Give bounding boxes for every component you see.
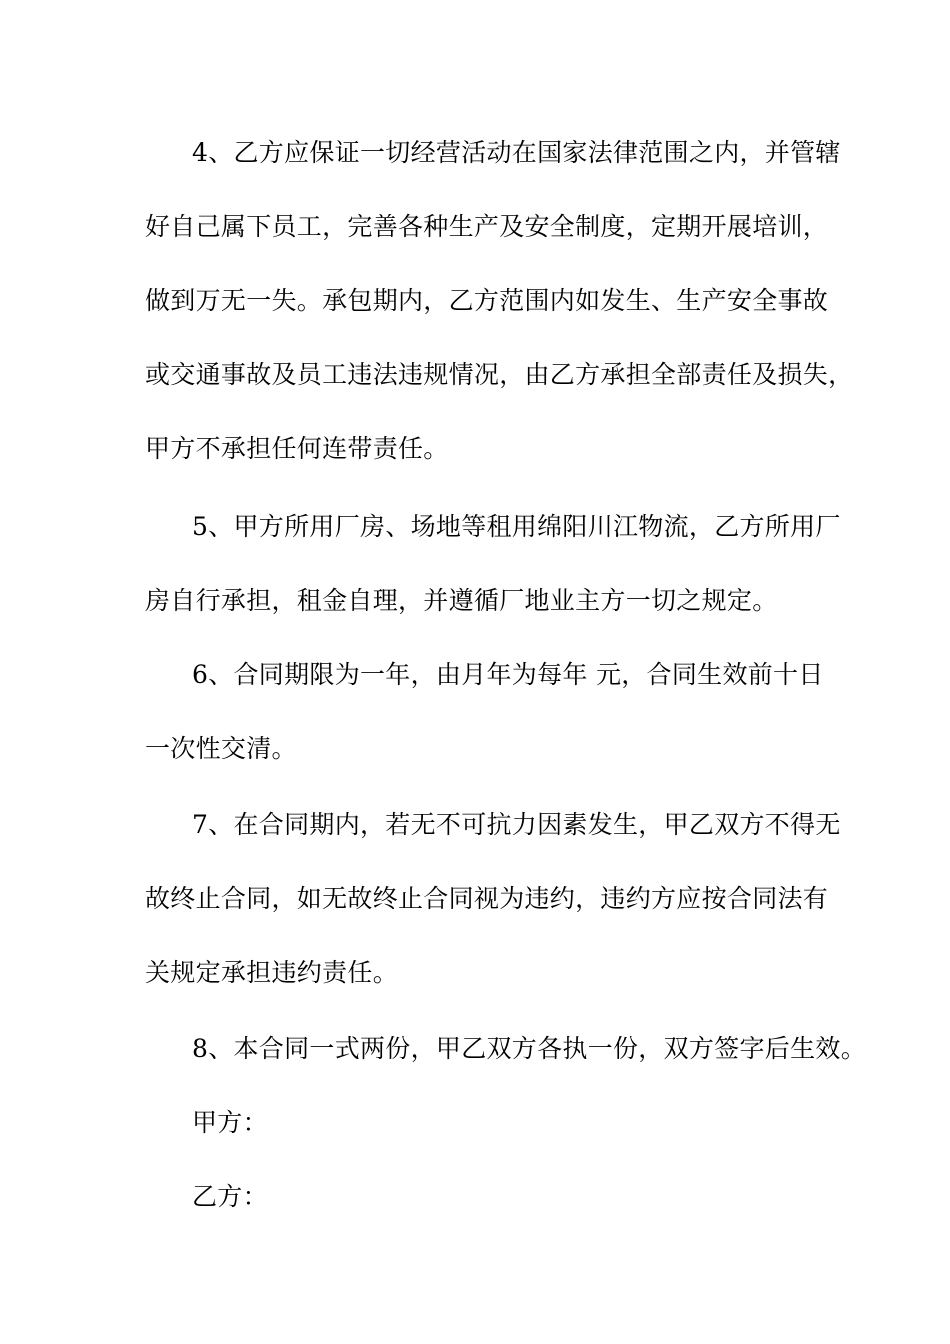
clause-4-line-2: 好自己属下员工，完善各种生产及安全制度，定期开展培训， [145, 212, 829, 241]
clause-4-line-3: 做到万无一失。承包期内，乙方范围内如发生、生产安全事故 [145, 286, 829, 315]
clause-6-line-1: 6、合同期限为一年，由月年为每年 元，合同生效前十日 [192, 660, 824, 689]
clause-5-line-2: 房自行承担，租金自理，并遵循厂地业主方一切之规定。 [145, 586, 778, 615]
party-a-signature-label: 甲方： [192, 1108, 268, 1137]
clause-4-line-1: 4、乙方应保证一切经营活动在国家法律范围之内，并管辖 [192, 138, 841, 167]
clause-7-line-2: 故终止合同，如无故终止合同视为违约，违约方应按合同法有 [145, 884, 829, 913]
clause-4-line-4: 或交通事故及员工违法违规情况，由乙方承担全部责任及损失， [145, 360, 854, 389]
party-b-signature-label: 乙方： [192, 1182, 268, 1211]
clause-6-line-2: 一次性交清。 [145, 734, 297, 763]
clause-7-line-1: 7、在合同期内，若无不可抗力因素发生，甲乙双方不得无 [192, 810, 841, 839]
clause-4-line-5: 甲方不承担任何连带责任。 [145, 434, 449, 463]
clause-7-line-3: 关规定承担违约责任。 [145, 958, 399, 987]
clause-5-line-1: 5、甲方所用厂房、场地等租用绵阳川江物流，乙方所用厂 [192, 512, 841, 541]
clause-8-line-1: 8、本合同一式两份，甲乙双方各执一份，双方签字后生效。 [192, 1034, 867, 1063]
